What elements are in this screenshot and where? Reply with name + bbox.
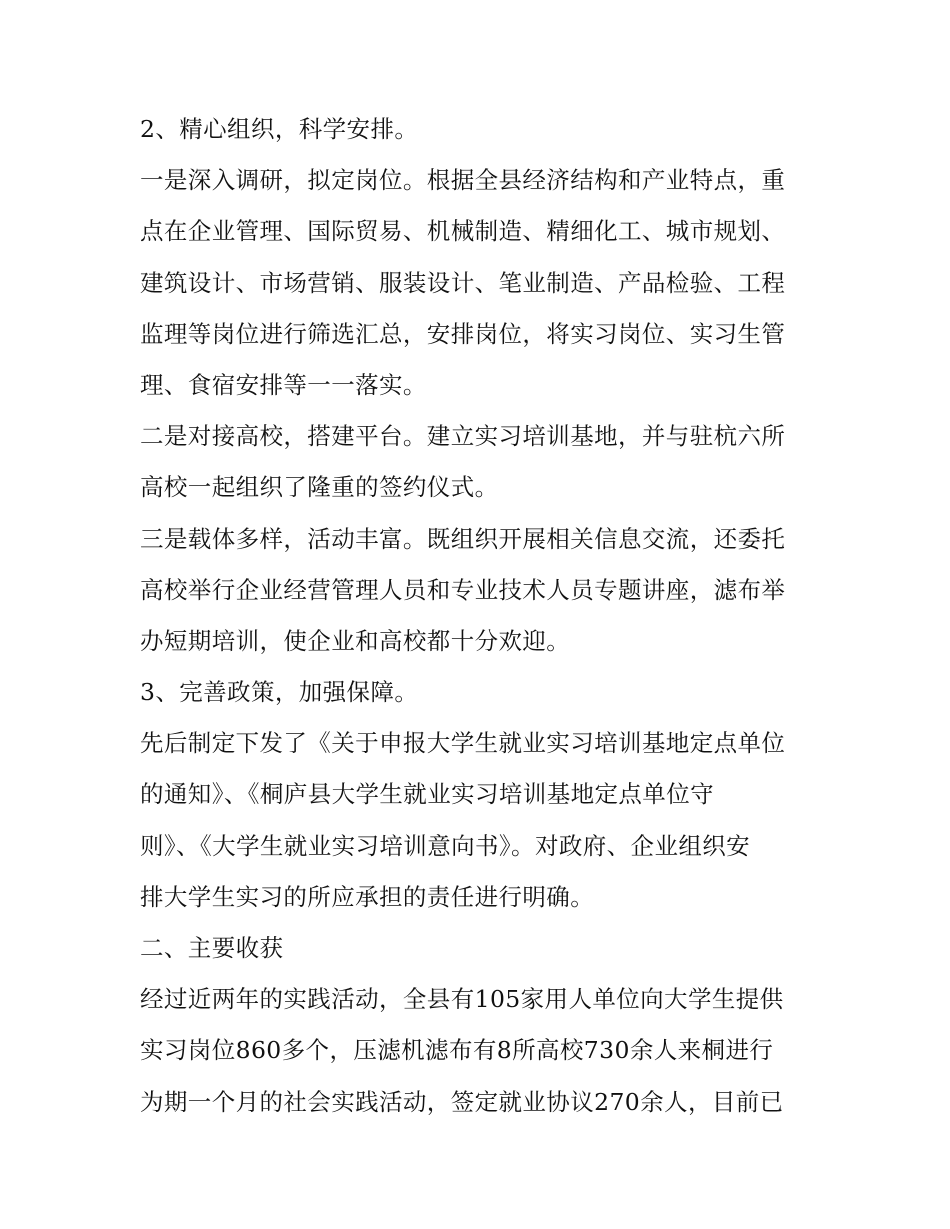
paragraph-line: 为期一个月的社会实践活动，签定就业协议270余人，目前已: [140, 1087, 784, 1116]
paragraph-line: 理、食宿安排等一一落实。: [140, 370, 427, 399]
section-heading-results: 二、主要收获: [140, 934, 284, 962]
paragraph-line: 点在企业管理、国际贸易、机械制造、精细化工、城市规划、: [140, 217, 786, 246]
paragraph-line: 二是对接高校，搭建平台。建立实习培训基地，并与驻杭六所: [140, 422, 786, 451]
paragraph-line: 高校一起组织了隆重的签约仪式。: [140, 473, 499, 502]
paragraph-line: 则》、《大学生就业实习培训意向书》。对政府、企业组织安: [140, 831, 751, 860]
paragraph-line: 一是深入调研，拟定岗位。根据全县经济结构和产业特点，重: [140, 166, 786, 195]
paragraph-line: 先后制定下发了《关于申报大学生就业实习培训基地定点单位: [140, 729, 786, 758]
paragraph-line: 高校举行企业经营管理人员和专业技术人员专题讲座，滤布举: [140, 575, 786, 604]
section-heading-organize: 2、精心组织，科学安排。: [140, 115, 419, 143]
paragraph-line: 办短期培训，使企业和高校都十分欢迎。: [140, 626, 571, 655]
paragraph-line: 经过近两年的实践活动，全县有105家用人单位向大学生提供: [140, 985, 784, 1014]
paragraph-line: 实习岗位860多个，压滤机滤布有8所高校730余人来桐进行: [140, 1036, 774, 1065]
document-body: [140, 104, 820, 1128]
paragraph-line: 的通知》、《桐庐县大学生就业实习培训基地定点单位守: [140, 780, 714, 809]
section-heading-policy: 3、完善政策，加强保障。: [140, 678, 419, 707]
paragraph-line: 监理等岗位进行筛选汇总，安排岗位，将实习岗位、实习生管: [140, 319, 786, 348]
paragraph-line: 排大学生实习的所应承担的责任进行明确。: [140, 882, 595, 911]
paragraph-line: 三是载体多样，活动丰富。既组织开展相关信息交流，还委托: [140, 524, 786, 553]
paragraph-line: 建筑设计、市场营销、服装设计、笔业制造、产品检验、工程: [140, 268, 786, 297]
